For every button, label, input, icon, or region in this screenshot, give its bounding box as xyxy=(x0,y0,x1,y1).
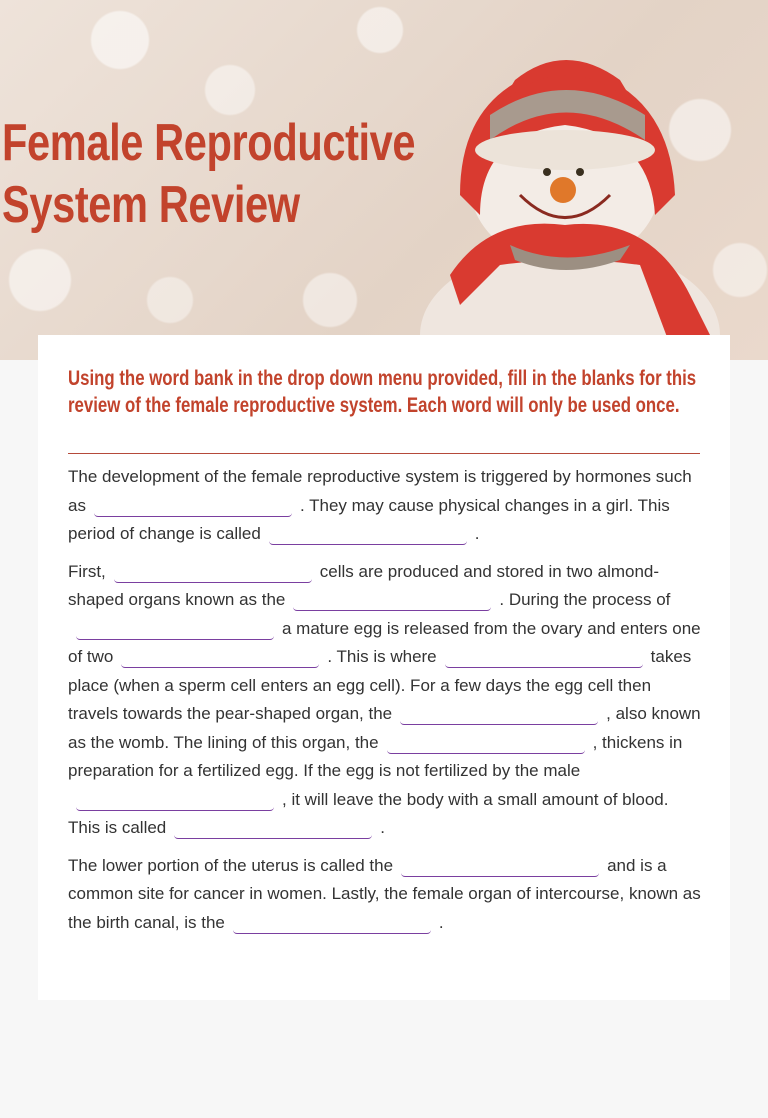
paragraph xyxy=(68,852,702,938)
blank-dropdown-12[interactable] xyxy=(401,854,599,877)
blank-dropdown-2[interactable] xyxy=(269,522,467,545)
blank-dropdown-8[interactable] xyxy=(400,702,598,725)
paragraph xyxy=(68,558,702,843)
paragraph-text: takes place (when a sperm cell enters an egg cell). For a few days the egg cell then travels towards the pear-shaped organ, the xyxy=(68,647,692,723)
paragraph-text: . This is where xyxy=(327,647,437,666)
paragraph-text: , it will leave the body with a small amount of blood. This is called xyxy=(68,789,669,837)
header-banner xyxy=(0,0,768,360)
blank-dropdown-5[interactable] xyxy=(76,617,274,640)
blank-dropdown-10[interactable] xyxy=(76,788,274,811)
blank-dropdown-1[interactable] xyxy=(94,494,292,517)
title-line-1: Female Reproductive xyxy=(2,114,416,172)
paragraph-text: , thickens in preparation for a fertilized egg. If the egg is not fertilized by the male xyxy=(68,732,683,780)
paragraph-text: . xyxy=(474,524,480,543)
paragraph-text: . During the process of xyxy=(499,590,671,609)
paragraph-text: a mature egg is released from the ovary and enters one of two xyxy=(68,618,701,666)
instructions: Using the word bank in the drop down menu provided, fill in the blanks for this review of the female reproductive system. Each word will only be used once. xyxy=(68,367,697,417)
blank-dropdown-13[interactable] xyxy=(233,911,431,934)
blank-dropdown-3[interactable] xyxy=(114,560,312,583)
blank-dropdown-7[interactable] xyxy=(445,645,643,668)
paragraph-text: First, xyxy=(68,561,106,581)
paragraph xyxy=(68,463,702,549)
paragraph-text: . They may cause physical changes in a girl. This period of change is called xyxy=(68,495,670,543)
paragraph-text: and is a common site for cancer in women. Lastly, the female organ of intercourse, known as the birth canal, is the xyxy=(68,855,701,932)
divider xyxy=(68,453,700,454)
blank-dropdown-6[interactable] xyxy=(121,645,319,668)
paragraph-text: . xyxy=(438,912,444,932)
paragraph-text: cells are produced and stored in two almond-shaped organs known as the xyxy=(68,561,660,609)
blank-dropdown-9[interactable] xyxy=(387,731,585,754)
blank-dropdown-4[interactable] xyxy=(293,588,491,611)
blank-dropdown-11[interactable] xyxy=(174,816,372,839)
page-title xyxy=(2,112,415,236)
worksheet-body xyxy=(68,463,702,946)
title-line-2: System Review xyxy=(2,176,300,234)
paragraph-text: . xyxy=(380,818,385,837)
paragraph-text: The lower portion of the uterus is called the xyxy=(68,855,394,875)
worksheet-card xyxy=(38,335,730,1000)
paragraph-text: The development of the female reproductive system is triggered by hormones such as xyxy=(68,467,692,515)
snowman-image xyxy=(420,45,730,345)
paragraph-text: , also known as the womb. The lining of this organ, the xyxy=(68,704,701,752)
